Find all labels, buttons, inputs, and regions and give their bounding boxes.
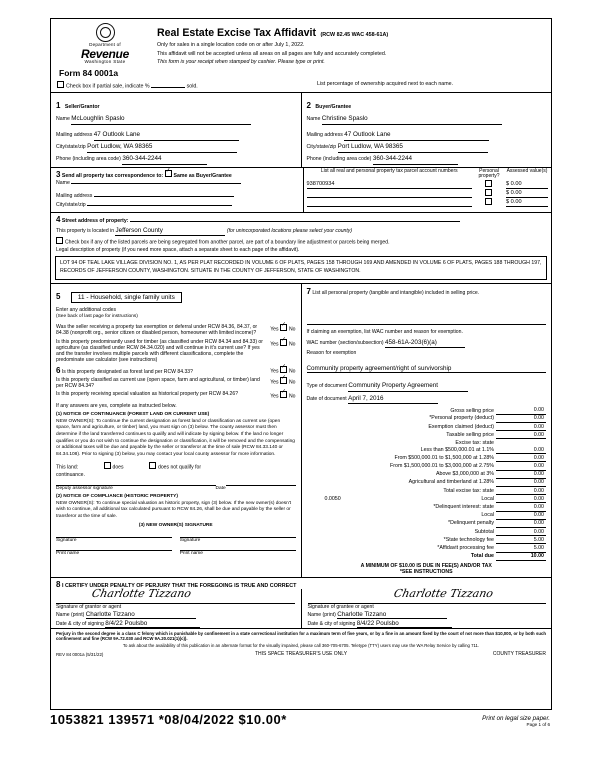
form-number: Form 84 0001a (59, 68, 119, 79)
money-label: Above $3,000,000 at 3% (435, 471, 494, 478)
money-label: *Personal property (deduct) (429, 415, 494, 422)
checkbox-icon[interactable] (485, 180, 492, 187)
percent-note: List percentage of ownership acquired next to each name. (317, 81, 454, 88)
deputy-assessor-label: Deputy assessor signature (56, 486, 113, 492)
does-not-qualify-label: does not qualify for (157, 464, 202, 471)
table-row (307, 470, 547, 478)
located-label: This property is located in (56, 227, 115, 234)
doc-type-label: Type of document (306, 383, 347, 390)
deputy-date-label: Date (215, 486, 226, 492)
grantor-signature-block (56, 586, 301, 628)
page-number: Page 1 of 6 (526, 722, 550, 727)
sec5-block (51, 284, 301, 577)
assessed-value-header: Assessed value(s) (506, 167, 548, 174)
money-label: *Affidavit processing fee (437, 544, 494, 551)
buyer-name-value[interactable]: Christine Spaslo (322, 113, 502, 125)
money-label: *State technology fee (443, 536, 494, 543)
money-value[interactable]: 10.00 (496, 552, 546, 560)
table-row (307, 495, 547, 503)
parcel-table (307, 180, 549, 207)
sec3-mailing-value[interactable] (94, 196, 234, 197)
sec6-answer-1[interactable]: Yes ✓No (270, 366, 295, 375)
checkbox-icon[interactable] (280, 377, 287, 384)
header-line-3: This form is your receipt when stamped by cashier. Please type or print. (157, 59, 325, 66)
sec5-question-2: Is this property predominantly used for timber (as classified under RCW 84.34 and 84.33) or agriculture (as classified under RCW 84.34.020) and will continue in it's current use? If yes and the transfer involves multiple parcels with different classifications, complete the predominate use calculator (see instructions) (56, 339, 263, 364)
money-label: Subtotal (474, 528, 494, 535)
seller-phone-label: Phone (including area code) (56, 155, 121, 162)
parcel-number[interactable] (307, 189, 473, 198)
buyer-phone-label: Phone (including area code) (306, 155, 372, 162)
sec3-city-value[interactable] (87, 205, 232, 206)
sec6-number: 6 (56, 366, 61, 376)
wac-value[interactable]: 458-61A-203(6)(a) (385, 338, 465, 348)
sec6-note: If any answers are yes, complete as instructed below. (56, 402, 177, 409)
local-rate[interactable]: 0.0050 (324, 495, 341, 502)
seller-name-value[interactable]: McLoughlin Spaslo (71, 113, 251, 125)
grantor-name-label: Name (print) (56, 611, 85, 618)
personal-property-header: Personal property? (478, 167, 500, 180)
table-row (307, 503, 547, 511)
grantee-signature-field[interactable] (308, 586, 547, 604)
sec6-question-2: Is this property classified as current use (open space, farm and agricultural, or timber) land per RCW 84.34? (56, 377, 260, 390)
table-row (307, 527, 547, 535)
seller-mailing-label: Mailing address (56, 131, 93, 138)
new-owner-signature-title: (3) NEW OWNER(S) SIGNATURE (138, 522, 213, 528)
money-value[interactable]: 0.00 (496, 487, 546, 495)
does-qualify-label: does (112, 464, 124, 471)
parcel-table-block (303, 168, 552, 212)
money-value[interactable]: 0.00 (496, 462, 546, 470)
table-row (307, 454, 547, 462)
table-row (307, 407, 547, 415)
money-value[interactable]: 0.00 (496, 503, 546, 511)
buyer-name-label: Name (306, 115, 321, 122)
assessed-value[interactable]: $ 0.00 (506, 189, 548, 198)
table-row (307, 414, 547, 422)
money-value[interactable]: 0.00 (496, 511, 546, 519)
form-footer (51, 628, 551, 659)
table-row (307, 423, 547, 431)
grantee-name-value[interactable]: Charlotte Tizzano (337, 611, 447, 619)
seller-number: 1 (56, 100, 61, 110)
continuance-text: NEW OWNER(S): To continue the current designation as forest land or classification as current use (open space, farm and agriculture, or timber) land, you must sign on (3) below. The county assessor must then determine if the land transferred continues to qualify and will indicate by signing below. If the land no longer qualifies or you do not wish to continue the designation or classification, it will be removed and the compensating or additional taxes will be due and payable by the seller or transferor at the time of sale (RCW 84.33.140 or 84.34.108). Prior to signing (3) below, you may contact your local county assessor for more information. (56, 418, 295, 458)
table-row (307, 439, 547, 446)
table-row (307, 536, 547, 544)
buyer-phone-value[interactable]: 360-344-2244 (373, 153, 458, 165)
seller-phone-value[interactable]: 360-344-2244 (122, 153, 207, 165)
parcel-number[interactable]: 938700934 (307, 180, 473, 189)
parcel-number[interactable] (307, 198, 473, 207)
money-label: *Delinquent penalty (448, 520, 494, 527)
sec7-block (301, 284, 552, 577)
rcw-reference: (RCW 82.45 WAC 458-61A) (320, 32, 389, 38)
additional-codes-note: (See back of last page for instructions) (56, 314, 138, 320)
sec4-title: Street address of property: (61, 217, 129, 224)
availability-note: To ask about the availability of this publication in an alternate format for the visually impaired, please call 360-705-6705. Teletype (TTY) users may use the WA Relay Service by calling 711. (122, 642, 480, 648)
table-row (307, 544, 547, 552)
money-label: Taxable selling price (446, 431, 494, 438)
grantor-signature-label: Signature of grantor or agent (56, 603, 122, 610)
grantee-name-label: Name (print) (307, 611, 336, 618)
stamp-row (50, 712, 550, 727)
seller-city-label: City/state/zip (56, 143, 86, 150)
grantor-name-value[interactable]: Charlotte Tizzano (86, 611, 196, 619)
grantor-signature-field[interactable] (56, 586, 295, 604)
perjury-statement: Perjury in the second degree is a class C felony which is punishable by confinement in a state correctional institution for a maximum term of five years, or by a fine in an amount fixed by the court of not more than $10,000, or by both such confinement and fine (RCW 9A.72.030 and RCW 9A.20.021(1)(c)). (56, 630, 546, 641)
header-line-2: This affidavit will not be accepted unless all areas on all pages are fully and accurately completed. (157, 50, 387, 57)
compliance-text: NEW OWNER(S): To continue special valuation as historic property, sign (3) below. If the new owner(s) doesn't wish to continue, all additional tax calculated pursuant to RCW 84.26, shall be due and payable by the seller or transferor at the time of sale. (56, 500, 292, 520)
table-row (307, 446, 547, 454)
buyer-mailing-value[interactable]: 47 Outlook Lane (344, 129, 489, 141)
sec5-answer-1[interactable]: Yes ✓No (270, 324, 295, 333)
checkbox-icon[interactable] (280, 366, 287, 373)
money-value[interactable]: 0.00 (496, 527, 546, 535)
money-value[interactable]: 0.00 (496, 423, 546, 431)
county-treasurer-label: COUNTY TREASURER (492, 650, 546, 657)
table-row (307, 519, 547, 527)
section-3 (51, 167, 551, 212)
county-note: (for unincorporated locations please select your county) (226, 227, 353, 234)
grantee-signature-block (301, 586, 547, 628)
partial-sale-label: Check box if partial sale, indicate % (66, 83, 150, 90)
department-label: Department of (89, 42, 121, 47)
sec6-answer-2[interactable]: Yes ✓No (270, 377, 295, 386)
county-value[interactable]: Jefferson County (115, 226, 225, 236)
doc-type-value[interactable]: Community Property Agreement (348, 381, 468, 391)
money-label: Exemption claimed (deduct) (428, 423, 494, 430)
grantee-date-value[interactable]: 8/4/22 Poulsbo (357, 620, 452, 628)
sec8-number: 8 (56, 579, 61, 589)
form-header (51, 19, 551, 80)
affidavit-form (50, 18, 552, 710)
checkbox-icon[interactable] (280, 324, 287, 331)
section-5-7 (51, 283, 551, 577)
signature-label-2: Signature (179, 537, 201, 543)
agency-logo (57, 23, 153, 78)
same-as-buyer-label: Same as Buyer/Grantee (173, 172, 232, 179)
table-row (307, 552, 547, 560)
continuance-title: (1) NOTICE OF CONTINUANCE (FOREST LAND OR CURRENT USE) (56, 411, 210, 417)
compliance-title: (2) NOTICE OF COMPLIANCE (HISTORIC PROPERTY) (56, 494, 178, 500)
signature-label-1: Signature (56, 537, 77, 543)
sec8-title: I CERTIFY UNDER PENALTY OF PERJURY THAT THE FOREGOING IS TRUE AND CORRECT (61, 582, 297, 589)
grantee-date-label: Date & city of signing (307, 620, 356, 627)
seller-mailing-value[interactable]: 47 Outlook Lane (94, 129, 239, 141)
table-row (307, 511, 547, 519)
money-value[interactable]: 0.00 (496, 470, 546, 478)
doc-date-value[interactable]: April 7, 2016 (348, 394, 438, 404)
sec3-text: Send all property tax correspondence to: (61, 172, 164, 179)
treasurer-stamp: 1053821 139571 *08/04/2022 $10.00* (50, 712, 287, 727)
this-land-label: This land: (56, 464, 79, 471)
checkbox-icon[interactable] (149, 462, 156, 469)
checkbox-icon[interactable] (280, 391, 287, 398)
grantee-signature-label: Signature of grantee or agent (307, 603, 374, 610)
sec3-name-value[interactable] (71, 183, 241, 184)
seller-city-value[interactable]: Port Ludlow, WA 98365 (87, 141, 237, 153)
table-row (307, 180, 549, 189)
continuance-word: continuance. (56, 471, 85, 478)
money-label: *Delinquent interest: state (433, 504, 494, 511)
partial-sale-check[interactable] (57, 81, 198, 90)
table-row (307, 487, 547, 495)
money-label: Total excise tax: state (443, 487, 494, 494)
revenue-label: Revenue (81, 46, 129, 61)
grantee-signature-script: Charlotte Tizzano (392, 586, 494, 600)
sec6-question-3: Is this property receiving special valuation as historical property per RCW 84.26? (56, 391, 239, 398)
seller-block (51, 93, 301, 167)
section-8 (51, 577, 551, 628)
use-code-value[interactable]: 11 - Household, single family units (71, 292, 182, 303)
correspondence-block (51, 168, 303, 212)
grantor-date-value[interactable]: 8/4/22 Poulsbo (105, 620, 200, 628)
partial-sale-input[interactable] (151, 87, 185, 88)
seller-name-label: Name (56, 115, 70, 122)
state-label: Washington State (84, 59, 126, 65)
money-label: Excise tax: state (455, 439, 494, 446)
checkbox-icon[interactable] (104, 462, 111, 469)
buyer-mailing-label: Mailing address (306, 131, 343, 138)
checkbox-icon[interactable] (57, 81, 64, 88)
buyer-number: 2 (306, 100, 311, 110)
money-label: Local (481, 495, 494, 502)
money-value[interactable]: 0.00 (496, 519, 546, 527)
same-as-buyer-checkbox[interactable] (165, 170, 172, 177)
print-note: Print on legal size paper. (482, 715, 550, 722)
treasurer-space-label: THIS SPACE TREASURER'S USE ONLY (254, 650, 348, 657)
sec5-question-1: Was the seller receiving a property tax exemption or deferral under RCW 84.36, 84.37, or 84.38 (nonprofit org., senior citizen or disabled person, homeowner with limited income)? (56, 324, 258, 337)
buyer-block (301, 93, 552, 167)
table-row (307, 462, 547, 470)
sec5-answer-2[interactable]: Yes ✓No (270, 339, 295, 348)
buyer-city-label: City/state/zip (306, 143, 337, 150)
money-value[interactable]: 0.00 (496, 431, 546, 439)
money-label: From $500,000.01 to $1,500,000 at 1.28% (394, 454, 494, 461)
additional-codes-label: Enter any additional codes (56, 306, 117, 313)
checkbox-icon[interactable] (56, 237, 63, 244)
grantor-date-label: Date & city of signing (56, 620, 104, 627)
sec5-number: 5 (56, 291, 61, 301)
sec3-mailing-label: Mailing address (56, 192, 93, 199)
money-label: Agricultural and timberland at 1.28% (408, 479, 494, 486)
table-row (307, 189, 549, 198)
see-instructions-note: *SEE INSTRUCTIONS (399, 568, 453, 575)
reason-value[interactable]: Community property agreement/right of survivorship (307, 365, 547, 373)
money-label: Less than $500,000.01 at 1.1% (420, 446, 494, 453)
partial-sale-suffix: sold. (186, 83, 198, 90)
money-value[interactable]: 0.00 (496, 478, 546, 486)
sec6-question-1: Is this property designated as forest land per RCW 84.33? (61, 369, 193, 376)
assessed-value[interactable]: $ 0.00 (506, 198, 548, 207)
section-4 (51, 212, 551, 254)
printname-label-1: Print name (56, 550, 80, 556)
buyer-title: Buyer/Grantee (315, 103, 352, 110)
personal-property-input[interactable] (307, 298, 547, 325)
sec6-answer-3[interactable]: Yes ✓No (270, 391, 295, 400)
money-value[interactable]: 0.00 (496, 407, 546, 415)
seller-title: Seller/Grantor (64, 103, 100, 110)
sec7-title: List all personal property (tangible and intangible) included in selling price. (312, 289, 480, 296)
minimum-due-note: A MINIMUM OF $10.00 IS DUE IN FEE(S) AND/OR TAX (360, 562, 492, 569)
revision-number: REV 84 0001a (5/31/22) (56, 651, 104, 657)
partial-sale-row (51, 80, 551, 92)
money-value[interactable]: 0.00 (496, 414, 546, 422)
money-table (307, 407, 547, 561)
money-value[interactable]: 0.00 (496, 446, 546, 454)
table-row (307, 198, 549, 207)
reason-label: Reason for exemption (306, 350, 357, 357)
table-row (307, 478, 547, 486)
money-value[interactable]: 0.00 (496, 454, 546, 462)
state-seal-icon (96, 23, 115, 42)
checkbox-icon[interactable] (485, 198, 492, 205)
wac-label: WAC number (section/subsection) (306, 339, 384, 346)
doc-date-label: Date of document (306, 395, 347, 402)
assessed-value[interactable]: $ 0.00 (506, 180, 548, 189)
table-row (307, 431, 547, 439)
sec7-number: 7 (306, 286, 311, 296)
legal-description: LOT 94 OF TEAL LAKE VILLAGE DIVISION NO. 1, AS PER PLAT RECORDED IN VOLUME 6 OF PLATS, PAGES 158 THROUGH 169 AND AMENDED IN VOLUME 6 OF PLATS, PAGES 188 THROUGH 197, RECORDS OF JEFFERSON COUNTY, WASHINGTON. SITUATE IN THE COUNTY OF JEFFERSON, STATE OF WASHINGTON. (55, 256, 547, 280)
exemption-label: If claiming an exemption, list WAC number and reason for exemption. (306, 328, 463, 335)
parcel-header: List all real and personal property tax parcel account numbers (320, 167, 458, 174)
money-value[interactable]: 5.00 (496, 544, 546, 552)
sec3-name-label: Name (56, 179, 70, 186)
buyer-city-value[interactable]: Port Ludlow, WA 98365 (338, 141, 488, 153)
grantor-signature-script: Charlotte Tizzano (90, 586, 193, 600)
money-label: Local (481, 512, 494, 519)
party-section (51, 92, 551, 167)
checkbox-icon[interactable] (280, 339, 287, 346)
legal-description-note: Legal description of property (if you need more space, attach a separate sheet to each page of the affidavit). (56, 246, 300, 253)
sec4-number: 4 (56, 214, 61, 224)
segregation-note: Check box if any of the listed parcels are being segregated from another parcel, are part of a boundary line adjustment or parcels being merged. (65, 239, 390, 246)
sec3-city-label: City/state/zip (56, 201, 86, 208)
checkbox-icon[interactable] (485, 189, 492, 196)
page-title: Real Estate Excise Tax Affidavit (157, 27, 316, 39)
money-value[interactable]: 0.00 (496, 495, 546, 503)
printname-label-2: Print name (179, 550, 203, 556)
street-address-input[interactable] (130, 221, 460, 222)
money-label: Total due (470, 553, 494, 560)
money-label: From $1,500,000.01 to $3,000,000 at 2.75% (390, 463, 494, 470)
money-value[interactable]: 5.00 (496, 536, 546, 544)
money-label: Gross selling price (450, 407, 494, 414)
sec3-number: 3 (56, 169, 61, 179)
header-line-1: Only for sales in a single location code on or after July 1, 2022. (157, 42, 305, 48)
